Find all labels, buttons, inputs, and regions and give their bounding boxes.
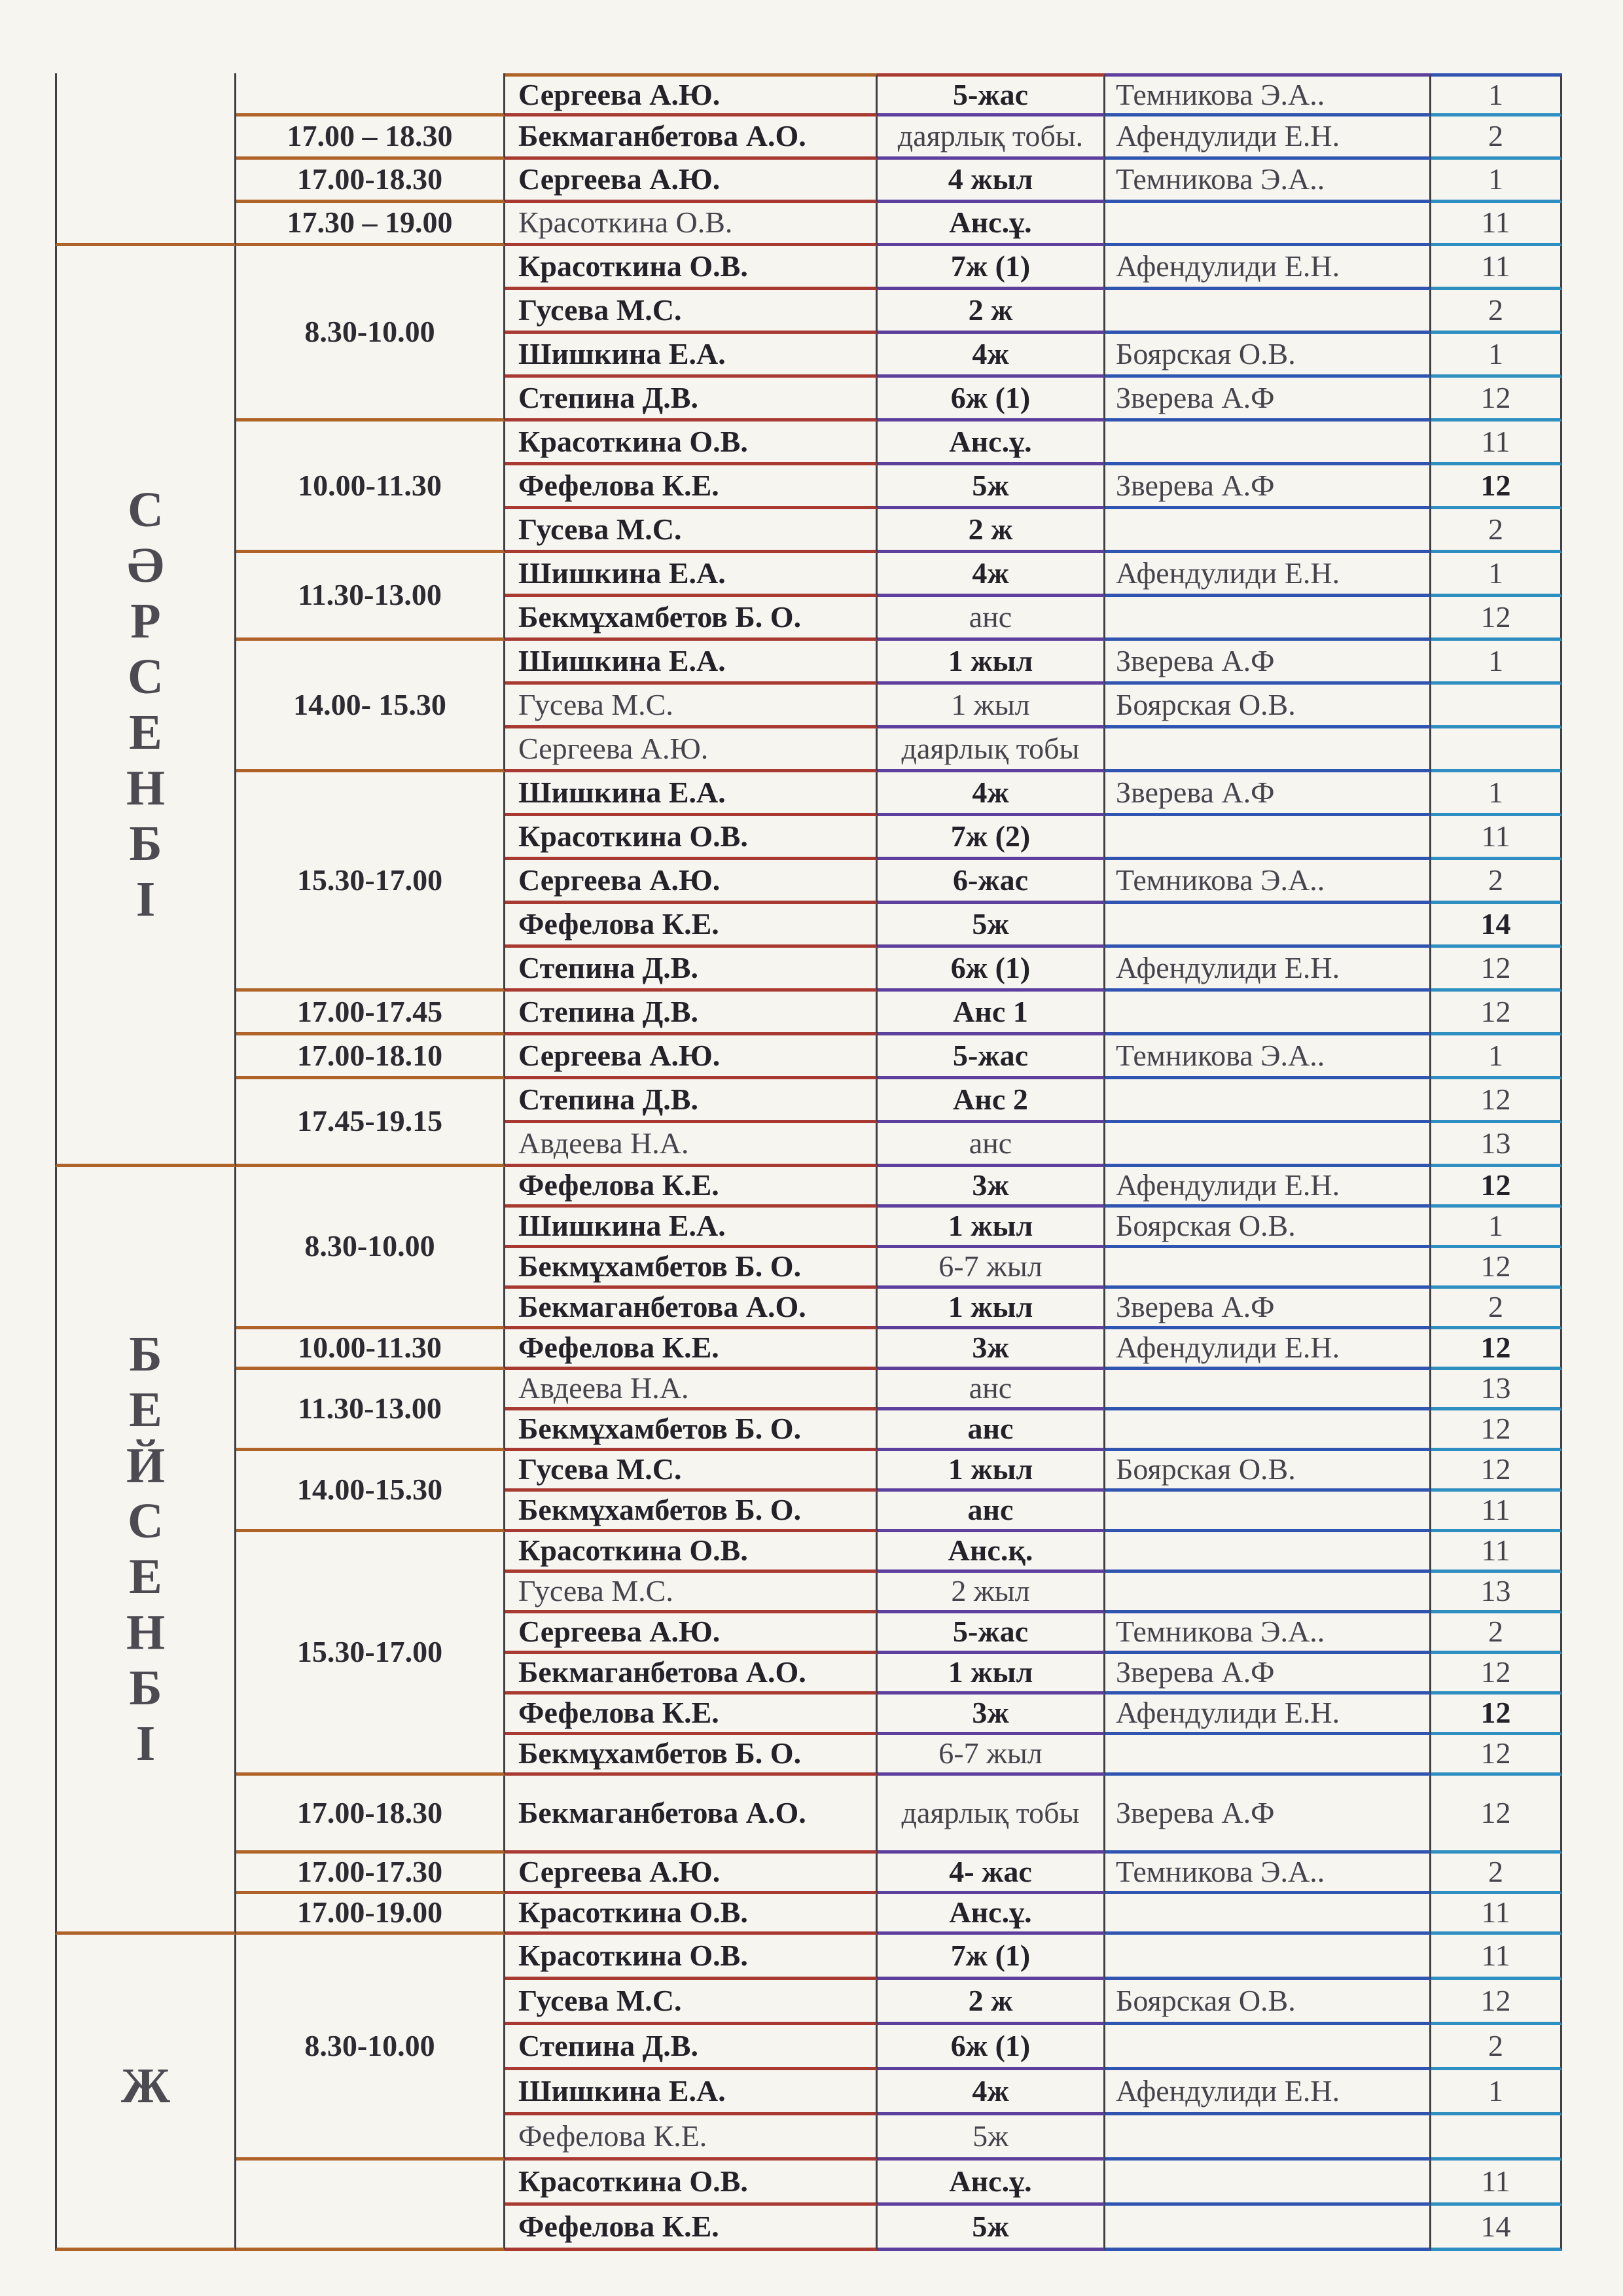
accompanist-cell: Зверева А.Ф [1105,641,1431,685]
group-cell: 4ж [878,2070,1105,2115]
room-cell: 12 [1431,1167,1562,1208]
accompanist-cell [1105,1123,1431,1167]
schedule-row [55,1167,1562,1208]
accompanist-cell [1105,992,1431,1035]
group-cell: анс [878,1492,1105,1532]
accompanist-cell: Зверева А.Ф [1105,465,1431,509]
accompanist-cell [1105,509,1431,553]
accompanist-cell [1105,1894,1431,1935]
teacher-cell: Бекмаганбетова А.О. [505,1776,878,1854]
schedule-row [55,246,1562,290]
group-cell: анс [878,1370,1105,1410]
time-cell: 14.00- 15.30 [236,641,505,772]
teacher-cell: Шишкина Е.А. [505,641,878,685]
teacher-cell: Фефелова К.Е. [505,2206,878,2251]
teacher-cell: Гусева М.С. [505,685,878,728]
group-cell: 5-жас [878,1613,1105,1654]
day-letter: Б [129,1326,162,1382]
room-cell: 11 [1431,816,1562,860]
day-letter: Е [129,1549,162,1604]
group-cell: даярлық тобы. [878,117,1105,160]
teacher-cell: Красоткина О.В. [505,1532,878,1573]
group-cell: 7ж (1) [878,1935,1105,1980]
group-cell: 4 жыл [878,160,1105,203]
room-cell: 11 [1431,1894,1562,1935]
accompanist-cell [1105,203,1431,246]
accompanist-cell: Темникова Э.А.. [1105,160,1431,203]
group-cell: анс [878,597,1105,641]
schedule-row [55,73,1562,117]
schedule-row [55,992,1562,1035]
accompanist-cell: Темникова Э.А.. [1105,73,1431,117]
schedule-row [55,2161,1562,2206]
group-cell: 5ж [878,2206,1105,2251]
time-cell: 17.00-18.30 [236,160,505,203]
accompanist-cell: Зверева А.Ф [1105,1289,1431,1329]
room-cell: 12 [1431,1776,1562,1854]
teacher-cell: Сергеева А.Ю. [505,728,878,772]
accompanist-cell [1105,1532,1431,1573]
room-cell [1431,685,1562,728]
group-cell: 5ж [878,2115,1105,2161]
day-letter: Ә [127,537,164,593]
accompanist-cell [1105,2025,1431,2070]
teacher-cell: Сергеева А.Ю. [505,160,878,203]
schedule-table [55,73,1562,2251]
day-letter: Е [129,1382,162,1437]
room-cell: 1 [1431,553,1562,597]
group-cell: 7ж (2) [878,816,1105,860]
time-cell: 17.00-18.30 [236,1776,505,1854]
room-cell: 14 [1431,904,1562,948]
teacher-cell: Гусева М.С. [505,290,878,334]
accompanist-cell: Темникова Э.А.. [1105,1035,1431,1079]
accompanist-cell [1105,2161,1431,2206]
room-cell: 12 [1431,1248,1562,1289]
accompanist-cell: Афендулиди Е.Н. [1105,948,1431,992]
room-cell: 2 [1431,509,1562,553]
time-cell: 11.30-13.00 [236,1370,505,1451]
teacher-cell: Сергеева А.Ю. [505,1613,878,1654]
teacher-cell: Степина Д.В. [505,992,878,1035]
teacher-cell: Степина Д.В. [505,2025,878,2070]
teacher-cell: Шишкина Е.А. [505,1208,878,1248]
group-cell: 5-жас [878,73,1105,117]
group-cell: 5ж [878,465,1105,509]
accompanist-cell: Зверева А.Ф [1105,378,1431,422]
accompanist-cell: Зверева А.Ф [1105,1654,1431,1695]
schedule-row [55,422,1562,465]
group-cell: 6-7 жыл [878,1248,1105,1289]
room-cell: 12 [1431,1695,1562,1735]
accompanist-cell [1105,816,1431,860]
accompanist-cell: Темникова Э.А.. [1105,1613,1431,1654]
room-cell: 11 [1431,1492,1562,1532]
teacher-cell: Красоткина О.В. [505,2161,878,2206]
schedule-row [55,203,1562,246]
teacher-cell: Авдеева Н.А. [505,1370,878,1410]
group-cell: 7ж (1) [878,246,1105,290]
time-cell: 10.00-11.30 [236,1329,505,1370]
time-cell: 17.00-17.45 [236,992,505,1035]
time-cell: 17.00-18.10 [236,1035,505,1079]
accompanist-cell: Зверева А.Ф [1105,772,1431,816]
room-cell: 12 [1431,1654,1562,1695]
teacher-cell: Степина Д.В. [505,948,878,992]
accompanist-cell: Афендулиди Е.Н. [1105,117,1431,160]
accompanist-cell [1105,1935,1431,1980]
teacher-cell: Фефелова К.Е. [505,2115,878,2161]
day-letter: Н [126,761,166,816]
day-cell [55,1167,236,1935]
accompanist-cell [1105,422,1431,465]
accompanist-cell [1105,728,1431,772]
teacher-cell: Гусева М.С. [505,1980,878,2025]
accompanist-cell [1105,1735,1431,1776]
room-cell [1431,728,1562,772]
time-cell [236,2161,505,2251]
room-cell: 12 [1431,597,1562,641]
time-cell: 10.00-11.30 [236,422,505,553]
room-cell: 2 [1431,117,1562,160]
accompanist-cell [1105,2206,1431,2251]
time-cell: 8.30-10.00 [236,1935,505,2161]
teacher-cell: Авдеева Н.А. [505,1123,878,1167]
room-cell: 12 [1431,1735,1562,1776]
teacher-cell: Степина Д.В. [505,1079,878,1123]
room-cell: 12 [1431,1451,1562,1492]
day-letter: Й [126,1437,166,1493]
room-cell: 12 [1431,992,1562,1035]
day-letter: С [128,1493,164,1549]
room-cell: 2 [1431,1289,1562,1329]
group-cell: 6ж (1) [878,948,1105,992]
teacher-cell: Бекмаганбетова А.О. [505,117,878,160]
accompanist-cell: Боярская О.В. [1105,1980,1431,2025]
time-cell: 8.30-10.00 [236,1167,505,1329]
teacher-cell: Сергеева А.Ю. [505,73,878,117]
room-cell: 1 [1431,73,1562,117]
accompanist-cell [1105,597,1431,641]
teacher-cell: Бекмұхамбетов Б. О. [505,1410,878,1451]
group-cell: 1 жыл [878,1289,1105,1329]
schedule-row [55,1854,1562,1894]
group-cell: Анс.ұ. [878,422,1105,465]
room-cell: 11 [1431,203,1562,246]
teacher-cell: Фефелова К.Е. [505,904,878,948]
accompanist-cell: Боярская О.В. [1105,685,1431,728]
time-cell: 11.30-13.00 [236,553,505,641]
day-name-3 [57,1327,234,1772]
teacher-cell: Красоткина О.В. [505,422,878,465]
schedule-row [55,1532,1562,1573]
accompanist-cell: Боярская О.В. [1105,334,1431,378]
time-cell: 17.00-19.00 [236,1894,505,1935]
schedule-row [55,1935,1562,1980]
day-letter: С [128,482,164,537]
accompanist-cell [1105,1248,1431,1289]
group-cell: Анс.ұ. [878,1894,1105,1935]
accompanist-cell: Афендулиди Е.Н. [1105,2070,1431,2115]
group-cell: 6-7 жыл [878,1735,1105,1776]
group-cell: 2 жыл [878,1573,1105,1613]
room-cell: 14 [1431,2206,1562,2251]
group-cell: 5-жас [878,1035,1105,1079]
teacher-cell: Бекмұхамбетов Б. О. [505,1248,878,1289]
teacher-cell: Гусева М.С. [505,1451,878,1492]
room-cell: 12 [1431,465,1562,509]
group-cell: 1 жыл [878,1654,1105,1695]
time-cell: 17.00 – 18.30 [236,117,505,160]
room-cell: 12 [1431,1329,1562,1370]
teacher-cell: Красоткина О.В. [505,1935,878,1980]
teacher-cell: Шишкина Е.А. [505,334,878,378]
group-cell: даярлық тобы [878,728,1105,772]
room-cell: 13 [1431,1123,1562,1167]
teacher-cell: Красоткина О.В. [505,1894,878,1935]
accompanist-cell: Афендулиди Е.Н. [1105,1167,1431,1208]
group-cell: 2 ж [878,509,1105,553]
group-cell: 3ж [878,1695,1105,1735]
room-cell: 2 [1431,1854,1562,1894]
time-cell: 8.30-10.00 [236,246,505,422]
group-cell: Анс 2 [878,1079,1105,1123]
group-cell: Анс.қ. [878,1532,1105,1573]
accompanist-cell [1105,1492,1431,1532]
time-cell: 17.45-19.15 [236,1079,505,1167]
room-cell: 2 [1431,2025,1562,2070]
teacher-cell: Сергеева А.Ю. [505,1854,878,1894]
group-cell: 6-жас [878,860,1105,904]
room-cell: 1 [1431,2070,1562,2115]
room-cell: 1 [1431,334,1562,378]
group-cell: 2 ж [878,1980,1105,2025]
group-cell: Анс 1 [878,992,1105,1035]
day-cell [55,1935,236,2251]
group-cell: Анс.ұ. [878,203,1105,246]
room-cell: 11 [1431,246,1562,290]
room-cell: 12 [1431,1980,1562,2025]
teacher-cell: Фефелова К.Е. [505,465,878,509]
teacher-cell: Бекмұхамбетов Б. О. [505,1735,878,1776]
group-cell: 1 жыл [878,685,1105,728]
group-cell: 3ж [878,1329,1105,1370]
group-cell: даярлық тобы [878,1776,1105,1854]
room-cell: 12 [1431,1410,1562,1451]
accompanist-cell [1105,290,1431,334]
teacher-cell: Сергеева А.Ю. [505,1035,878,1079]
schedule-row [55,160,1562,203]
group-cell: 5ж [878,904,1105,948]
accompanist-cell [1105,2115,1431,2161]
group-cell: 2 ж [878,290,1105,334]
group-cell: 1 жыл [878,1208,1105,1248]
accompanist-cell: Афендулиди Е.Н. [1105,553,1431,597]
room-cell: 12 [1431,1079,1562,1123]
group-cell: 6ж (1) [878,378,1105,422]
schedule-row [55,1894,1562,1935]
day-name-2 [57,482,234,928]
accompanist-cell: Афендулиди Е.Н. [1105,1329,1431,1370]
teacher-cell: Красоткина О.В. [505,816,878,860]
teacher-cell: Шишкина Е.А. [505,772,878,816]
room-cell: 1 [1431,772,1562,816]
group-cell: Анс.ұ. [878,2161,1105,2206]
time-cell: 15.30-17.00 [236,1532,505,1776]
room-cell: 12 [1431,378,1562,422]
room-cell: 11 [1431,1532,1562,1573]
teacher-cell: Бекмаганбетова А.О. [505,1654,878,1695]
day-cell [55,73,236,246]
schedule-row [55,553,1562,597]
accompanist-cell [1105,1370,1431,1410]
room-cell: 13 [1431,1370,1562,1410]
group-cell: 4ж [878,334,1105,378]
room-cell: 1 [1431,1208,1562,1248]
accompanist-cell: Афендулиди Е.Н. [1105,1695,1431,1735]
room-cell: 11 [1431,422,1562,465]
teacher-cell: Степина Д.В. [505,378,878,422]
accompanist-cell: Афендулиди Е.Н. [1105,246,1431,290]
day-letter: І [135,1716,156,1772]
room-cell: 1 [1431,641,1562,685]
schedule-row [55,772,1562,816]
accompanist-cell [1105,1573,1431,1613]
day-letter: Е [129,705,162,760]
room-cell: 11 [1431,2161,1562,2206]
day-letter: Н [126,1605,166,1660]
accompanist-cell [1105,1079,1431,1123]
day-letter: С [128,649,164,704]
teacher-cell: Красоткина О.В. [505,246,878,290]
room-cell: 2 [1431,860,1562,904]
day-name-4 [57,2058,234,2123]
teacher-cell: Шишкина Е.А. [505,553,878,597]
day-cell [55,246,236,1167]
schedule-row [55,1079,1562,1123]
accompanist-cell [1105,1410,1431,1451]
room-cell: 2 [1431,1613,1562,1654]
room-cell: 13 [1431,1573,1562,1613]
group-cell: 4ж [878,553,1105,597]
group-cell: 4ж [878,772,1105,816]
accompanist-cell: Темникова Э.А.. [1105,1854,1431,1894]
room-cell: 1 [1431,1035,1562,1079]
schedule-row [55,117,1562,160]
group-cell: 3ж [878,1167,1105,1208]
schedule-row [55,1451,1562,1492]
accompanist-cell: Боярская О.В. [1105,1208,1431,1248]
accompanist-cell: Зверева А.Ф [1105,1776,1431,1854]
teacher-cell: Гусева М.С. [505,509,878,553]
schedule-row [55,641,1562,685]
teacher-cell: Шишкина Е.А. [505,2070,878,2115]
accompanist-cell: Боярская О.В. [1105,1451,1431,1492]
time-cell: 14.00-15.30 [236,1451,505,1532]
group-cell: анс [878,1410,1105,1451]
teacher-cell: Бекмұхамбетов Б. О. [505,1492,878,1532]
accompanist-cell: Темникова Э.А.. [1105,860,1431,904]
time-cell: 17.00-17.30 [236,1854,505,1894]
schedule-row [55,1035,1562,1079]
schedule-row [55,1329,1562,1370]
day-letter: Ж [120,2058,171,2114]
teacher-cell: Фефелова К.Е. [505,1329,878,1370]
day-letter: Р [130,593,161,649]
teacher-cell: Бекмұхамбетов Б. О. [505,597,878,641]
day-letter: Б [129,1660,162,1716]
teacher-cell: Бекмаганбетова А.О. [505,1289,878,1329]
room-cell: 12 [1431,948,1562,992]
room-cell: 1 [1431,160,1562,203]
day-letter: Б [129,816,162,872]
schedule-row [55,1370,1562,1410]
accompanist-cell [1105,904,1431,948]
group-cell: 1 жыл [878,641,1105,685]
room-cell: 11 [1431,1935,1562,1980]
time-cell: 15.30-17.00 [236,772,505,992]
schedule-row [55,1776,1562,1854]
time-cell [236,73,505,117]
group-cell: 4- жас [878,1854,1105,1894]
time-cell: 17.30 – 19.00 [236,203,505,246]
teacher-cell: Фефелова К.Е. [505,1167,878,1208]
group-cell: анс [878,1123,1105,1167]
teacher-cell: Гусева М.С. [505,1573,878,1613]
teacher-cell: Сергеева А.Ю. [505,860,878,904]
teacher-cell: Фефелова К.Е. [505,1695,878,1735]
group-cell: 1 жыл [878,1451,1105,1492]
group-cell: 6ж (1) [878,2025,1105,2070]
room-cell [1431,2115,1562,2161]
day-letter: І [135,872,156,927]
teacher-cell: Красоткина О.В. [505,203,878,246]
room-cell: 2 [1431,290,1562,334]
